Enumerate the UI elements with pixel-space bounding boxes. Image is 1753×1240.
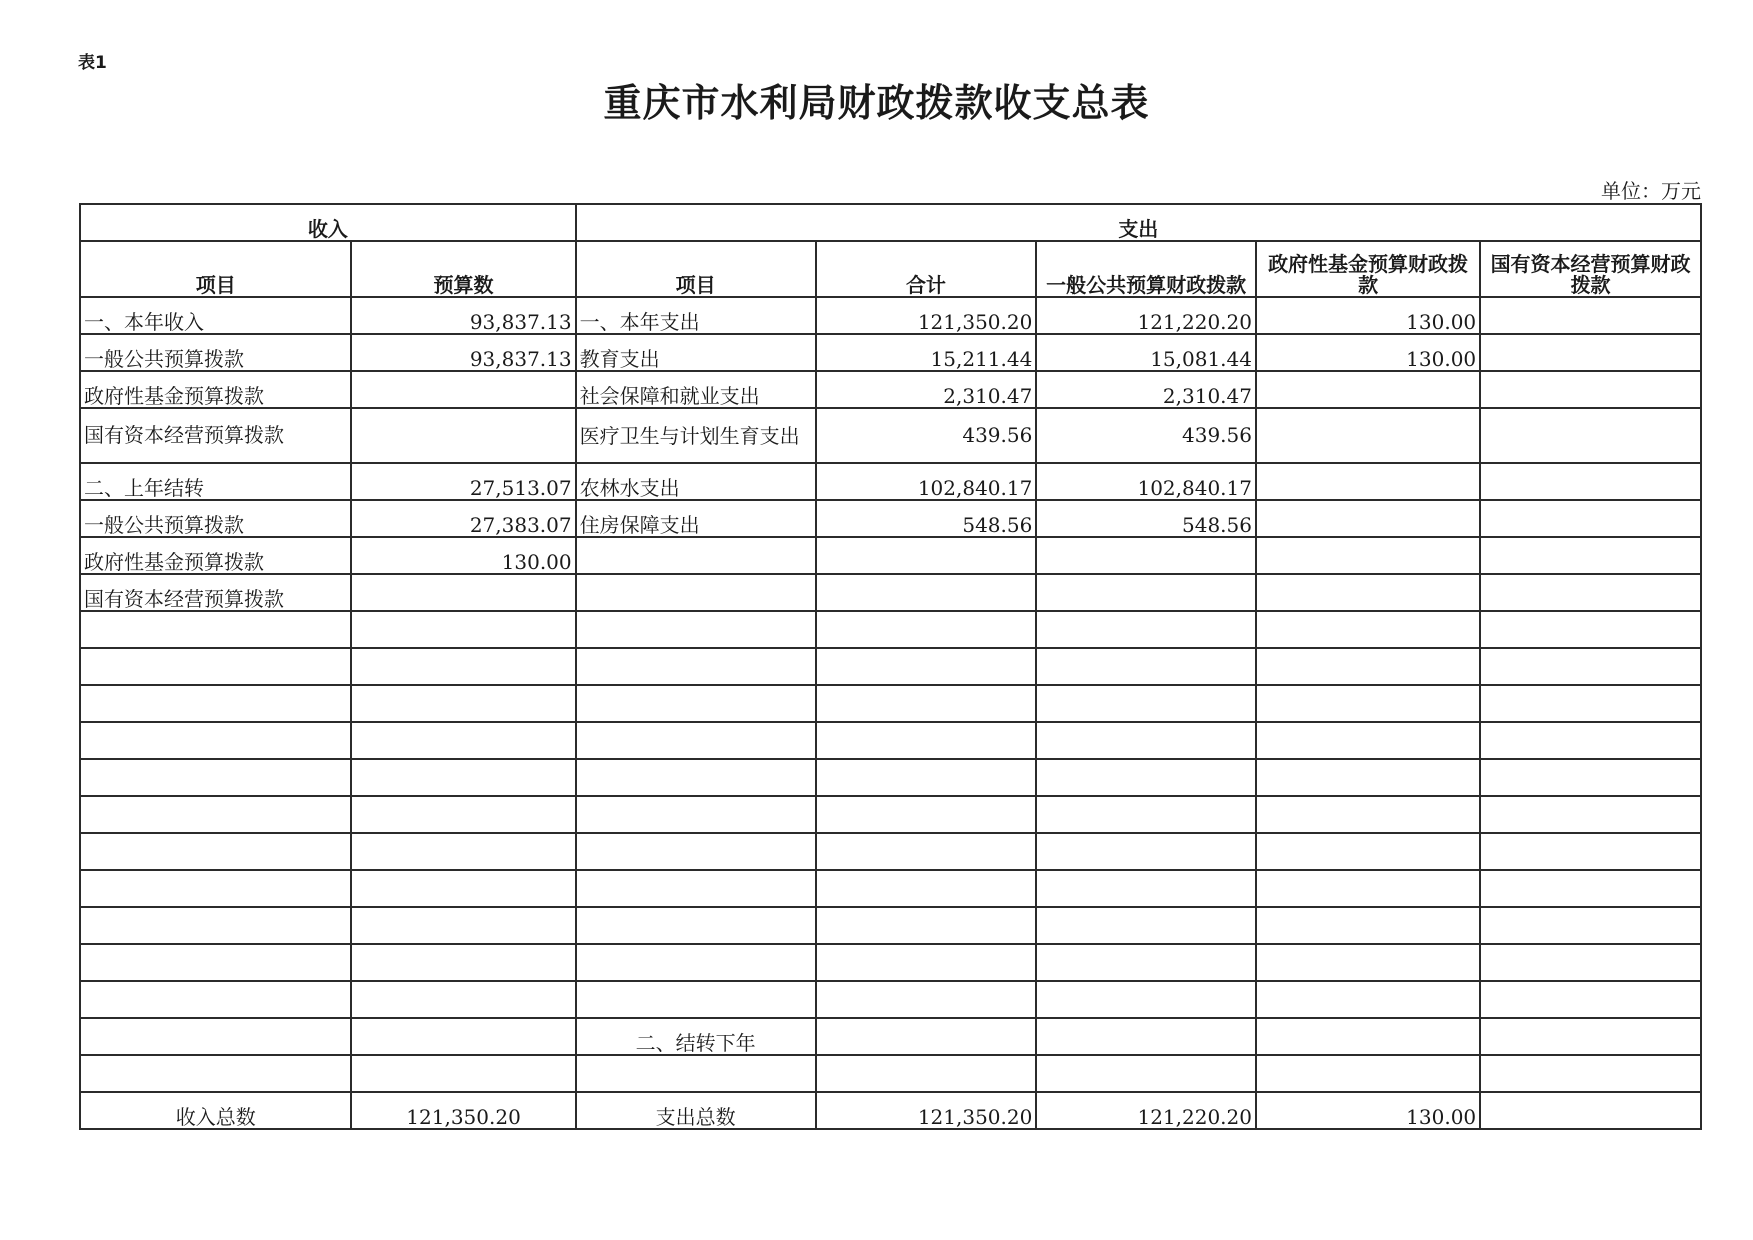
empty-cell [1036,722,1256,759]
empty-cell [576,685,816,722]
empty-cell [816,685,1037,722]
total-value: 121,350.20 [816,297,1037,334]
empty-cell [351,722,575,759]
table-row [80,371,1701,408]
empty-cell [1036,981,1256,1018]
empty-cell [576,981,816,1018]
empty-cell [351,759,575,796]
empty-cell [1036,907,1256,944]
general-value: 102,840.17 [1036,463,1256,500]
empty-cell [816,870,1037,907]
income-value: 27,383.07 [351,500,575,537]
total-value: 15,211.44 [816,334,1037,371]
empty-cell [576,870,816,907]
empty-cell [80,611,351,648]
expense-section-header: 支出 [576,204,1701,241]
state-value [1480,574,1701,611]
empty-cell [1256,722,1480,759]
income-item: 政府性基金预算拨款 [80,371,351,408]
empty-cell [1256,944,1480,981]
empty-cell [1036,944,1256,981]
empty-cell [351,981,575,1018]
totals-row [80,1092,1701,1129]
empty-cell [1256,907,1480,944]
income-total-value: 121,350.20 [351,1092,575,1129]
state-value [1480,371,1701,408]
header-total: 合计 [816,241,1037,297]
empty-cell [351,1055,575,1092]
empty-cell [816,1018,1037,1055]
income-total-label: 收入总数 [80,1092,351,1129]
empty-cell [1256,1018,1480,1055]
header-income-budget: 预算数 [351,241,575,297]
income-item: 国有资本经营预算拨款 [80,408,351,463]
empty-cell [816,907,1037,944]
empty-cell [576,759,816,796]
gov-fund-value [1256,500,1480,537]
empty-cell [1480,722,1701,759]
income-item: 二、上年结转 [80,463,351,500]
expense-item: 一、本年支出 [576,297,816,334]
income-value [351,408,575,463]
empty-cell [80,759,351,796]
empty-cell [1480,944,1701,981]
empty-cell [1480,796,1701,833]
empty-cell [1256,981,1480,1018]
empty-cell [80,944,351,981]
table-row [80,500,1701,537]
table-row [80,537,1701,574]
empty-cell [1036,759,1256,796]
empty-cell [1480,1055,1701,1092]
unit-note: 单位：万元 [1601,179,1701,203]
empty-cell [1256,611,1480,648]
empty-cell [80,870,351,907]
empty-row [80,907,1701,944]
gov-fund-value [1256,371,1480,408]
income-item: 一般公共预算拨款 [80,334,351,371]
empty-cell [1036,611,1256,648]
empty-cell [816,648,1037,685]
empty-cell [816,759,1037,796]
state-value [1480,334,1701,371]
header-income-item: 项目 [80,241,351,297]
income-value [351,574,575,611]
empty-cell [80,907,351,944]
empty-cell [80,685,351,722]
empty-cell [576,796,816,833]
expense-item: 教育支出 [576,334,816,371]
section-header-row [80,204,1701,241]
empty-cell [351,648,575,685]
empty-cell [576,611,816,648]
income-value: 130.00 [351,537,575,574]
empty-cell [351,907,575,944]
empty-cell [1480,648,1701,685]
empty-cell [1256,1055,1480,1092]
empty-cell [816,981,1037,1018]
empty-cell [1480,1018,1701,1055]
general-value: 15,081.44 [1036,334,1256,371]
empty-cell [351,870,575,907]
empty-cell [80,1055,351,1092]
total-value [816,574,1037,611]
budget-table [79,203,1702,1130]
empty-cell [1256,870,1480,907]
empty-cell [576,944,816,981]
empty-cell [1036,685,1256,722]
table-row [80,463,1701,500]
empty-cell [351,611,575,648]
empty-cell [1256,685,1480,722]
income-item: 一般公共预算拨款 [80,500,351,537]
expense-item: 住房保障支出 [576,500,816,537]
gov-fund-sum-value: 130.00 [1256,1092,1480,1129]
carryover-row [80,1018,1701,1055]
total-value: 2,310.47 [816,371,1037,408]
empty-cell [576,907,816,944]
state-value [1480,297,1701,334]
expense-item: 医疗卫生与计划生育支出 [576,408,816,463]
empty-row [80,796,1701,833]
total-value: 439.56 [816,408,1037,463]
gov-fund-value: 130.00 [1256,297,1480,334]
empty-cell [1256,796,1480,833]
empty-cell [576,833,816,870]
empty-cell [1480,759,1701,796]
empty-cell [1036,1018,1256,1055]
table-row [80,297,1701,334]
table-label: 表1 [78,53,107,73]
income-section-header: 收入 [80,204,576,241]
empty-cell [80,648,351,685]
expense-total-label: 支出总数 [576,1092,816,1129]
general-value: 121,220.20 [1036,297,1256,334]
expense-item [576,537,816,574]
empty-cell [1036,1055,1256,1092]
total-sum-value: 121,350.20 [816,1092,1037,1129]
page-title: 重庆市水利局财政拨款收支总表 [603,81,1150,125]
empty-row [80,648,1701,685]
table-row [80,574,1701,611]
empty-cell [1036,870,1256,907]
total-value [816,537,1037,574]
empty-cell [1256,833,1480,870]
general-value [1036,574,1256,611]
empty-row [80,611,1701,648]
empty-cell [80,981,351,1018]
empty-cell [816,796,1037,833]
total-value: 548.56 [816,500,1037,537]
gov-fund-value [1256,408,1480,463]
expense-item [576,574,816,611]
empty-cell [351,944,575,981]
state-value [1480,500,1701,537]
empty-row [80,1055,1701,1092]
empty-cell [816,1055,1037,1092]
empty-cell [1256,648,1480,685]
expense-item: 农林水支出 [576,463,816,500]
income-value [351,371,575,408]
table-row [80,408,1701,463]
expense-item: 社会保障和就业支出 [576,371,816,408]
header-expense-item: 项目 [576,241,816,297]
general-value: 439.56 [1036,408,1256,463]
empty-cell [576,722,816,759]
empty-cell [1480,907,1701,944]
empty-cell [816,944,1037,981]
header-general: 一般公共预算财政拨款 [1036,241,1256,297]
empty-row [80,944,1701,981]
empty-cell [1036,648,1256,685]
empty-cell [80,833,351,870]
empty-cell [1480,833,1701,870]
header-gov-fund: 政府性基金预算财政拨款 [1256,241,1480,297]
empty-cell [351,1018,575,1055]
income-item: 国有资本经营预算拨款 [80,574,351,611]
general-value: 548.56 [1036,500,1256,537]
empty-cell [816,722,1037,759]
empty-cell [576,1055,816,1092]
column-header-row [80,241,1701,297]
gov-fund-value [1256,574,1480,611]
total-value: 102,840.17 [816,463,1037,500]
gov-fund-value [1256,463,1480,500]
income-item: 一、本年收入 [80,297,351,334]
empty-row [80,722,1701,759]
empty-cell [1036,796,1256,833]
empty-cell [1480,685,1701,722]
empty-row [80,685,1701,722]
empty-cell [351,833,575,870]
income-value: 27,513.07 [351,463,575,500]
empty-cell [816,833,1037,870]
empty-cell [351,685,575,722]
empty-cell [816,611,1037,648]
empty-cell [576,648,816,685]
empty-row [80,759,1701,796]
empty-cell [1256,759,1480,796]
income-item: 政府性基金预算拨款 [80,537,351,574]
table-row [80,334,1701,371]
empty-row [80,870,1701,907]
empty-row [80,833,1701,870]
general-value [1036,537,1256,574]
header-state-capital: 国有资本经营预算财政拨款 [1480,241,1701,297]
empty-cell [1036,833,1256,870]
state-value [1480,463,1701,500]
general-sum-value: 121,220.20 [1036,1092,1256,1129]
income-value: 93,837.13 [351,297,575,334]
empty-row [80,981,1701,1018]
state-sum-value [1480,1092,1701,1129]
income-value: 93,837.13 [351,334,575,371]
empty-cell [1480,870,1701,907]
state-value [1480,408,1701,463]
empty-cell [351,796,575,833]
empty-cell [80,722,351,759]
general-value: 2,310.47 [1036,371,1256,408]
carryover-label: 二、结转下年 [576,1018,816,1055]
empty-cell [80,796,351,833]
gov-fund-value: 130.00 [1256,334,1480,371]
empty-cell [1480,981,1701,1018]
gov-fund-value [1256,537,1480,574]
empty-cell [80,1018,351,1055]
empty-cell [1480,611,1701,648]
state-value [1480,537,1701,574]
